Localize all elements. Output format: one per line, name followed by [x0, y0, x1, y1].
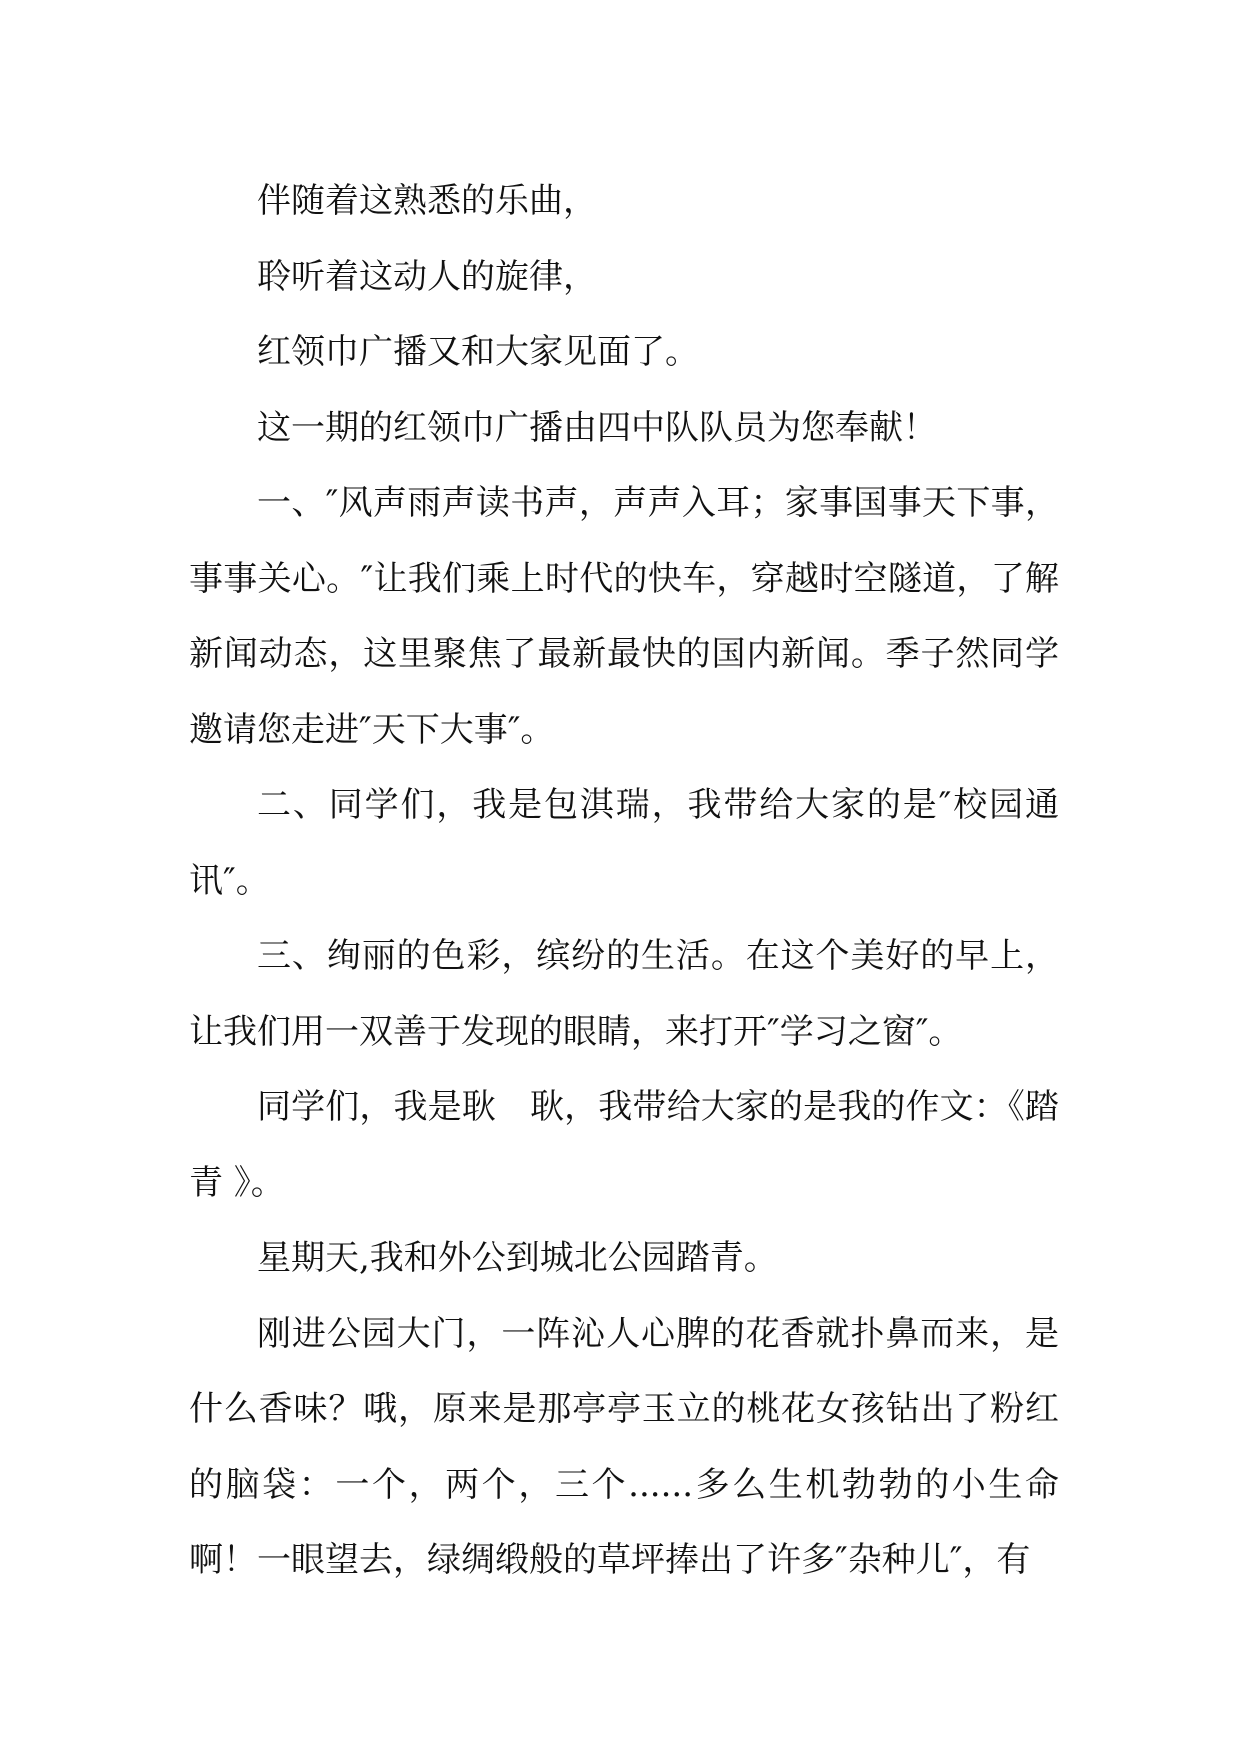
- paragraph-essay-2: 刚进公园大门，一阵沁人心脾的花香就扑鼻而来，是什么香味？哦，原来是那亭亭玉立的桃花女孩钻出了粉红的脑袋：一个，两个，三个......多么生机勃勃的小生命啊！一眼望去，绿绸缎般的草坪捧出了许多″杂种儿″，有: [189, 1313, 1059, 1580]
- paragraph-section-3: 三、绚丽的色彩，缤纷的生活。在这个美好的早上，让我们用一双善于发现的眼睛，来打开″学习之窗″。: [189, 936, 1059, 1052]
- document-body: [189, 164, 1059, 1599]
- paragraph-intro-4: 这一期的红领巾广播由四中队队员为您奉献！: [257, 407, 937, 448]
- paragraph-section-1: 一、″风声雨声读书声，声声入耳；家事国事天下事，事事关心。″让我们乘上时代的快车，穿越时空隧道，了解新闻动态，这里聚焦了最新最快的国内新闻。季子然同学邀请您走进″天下大事″。: [189, 483, 1059, 750]
- paragraph-essay-1: 星期天,我和外公到城北公园踏青。: [257, 1238, 778, 1278]
- paragraph-intro-2: 聆听着这动人的旋律，: [257, 256, 597, 297]
- paragraph-section-2: 二、同学们，我是包淇瑞，我带给大家的是″校园通讯″。: [189, 785, 1059, 901]
- paragraph-essay-intro: 同学们，我是耿 耿，我带给大家的是我的作文：《踏青 》。: [189, 1087, 1059, 1203]
- paragraph-intro-1: 伴随着这熟悉的乐曲，: [257, 181, 597, 221]
- paragraph-intro-3: 红领巾广播又和大家见面了。: [257, 332, 699, 372]
